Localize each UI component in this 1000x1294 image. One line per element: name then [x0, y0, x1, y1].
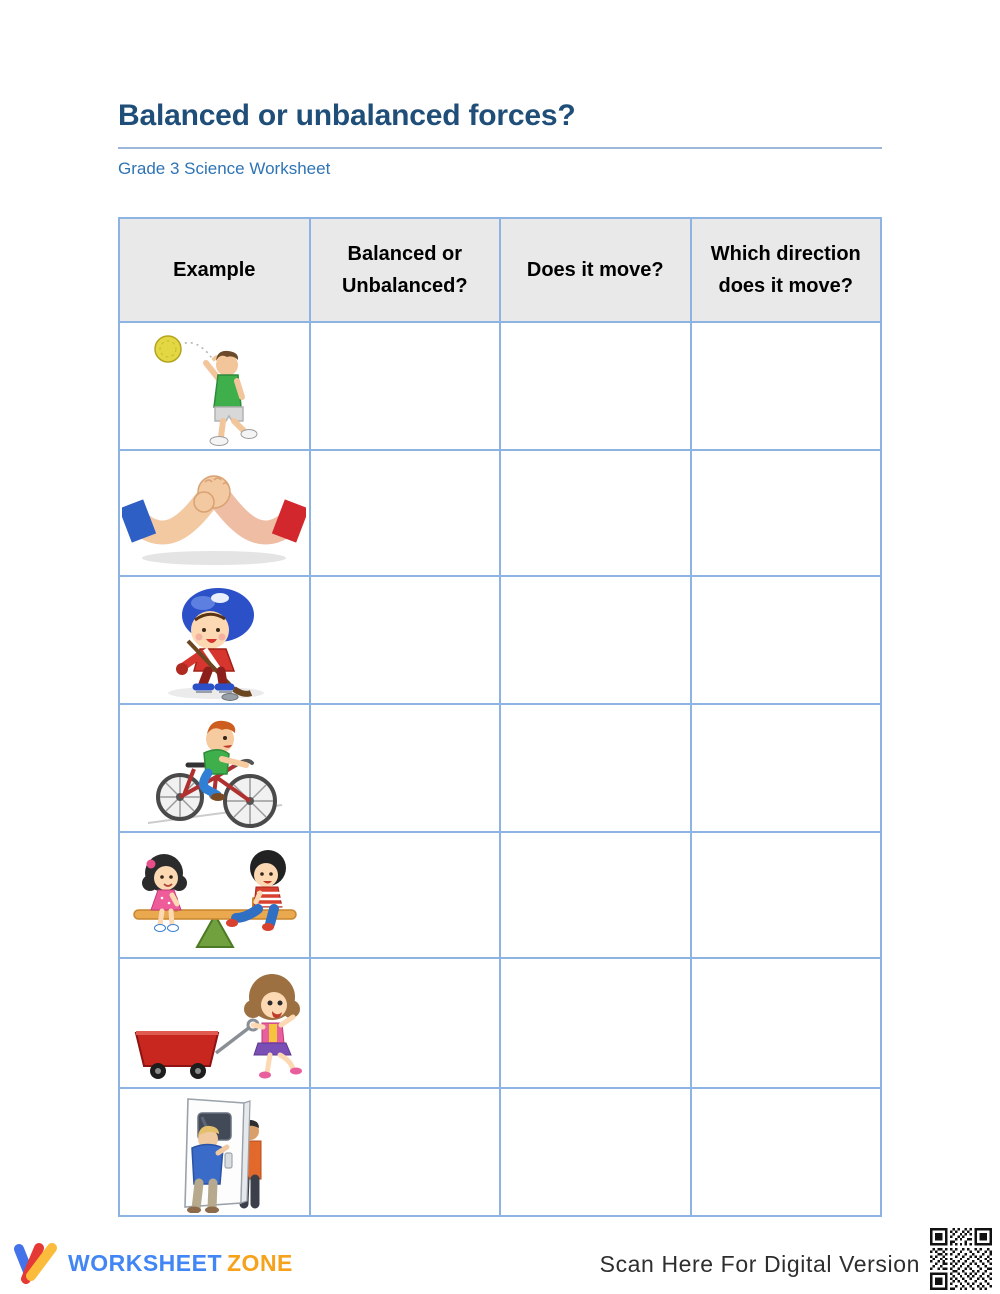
example-cell: [119, 450, 310, 576]
answer-cell: [310, 576, 501, 704]
answer-cell: [310, 1088, 501, 1216]
header-row: [119, 218, 881, 322]
pushing-door-image: [126, 1091, 302, 1213]
worksheet-zone-logo: [12, 1242, 293, 1284]
page-title: Balanced or unbalanced forces?: [118, 99, 576, 132]
forces-table: [118, 217, 882, 1217]
table-row: [119, 1088, 881, 1216]
answer-cell: [691, 1088, 882, 1216]
boy-riding-bicycle-image: [126, 707, 302, 829]
answer-cell: [310, 322, 501, 450]
seesaw-image: [122, 835, 308, 955]
answer-cell: [691, 958, 882, 1088]
worksheet-page: [118, 0, 882, 1217]
logo-word-worksheet: WORKSHEET: [68, 1249, 222, 1276]
table-row: [119, 958, 881, 1088]
worksheet-zone-logo-icon: [12, 1242, 60, 1284]
girl-pulling-wagon-image: [122, 961, 308, 1085]
answer-cell: [310, 450, 501, 576]
table-row: [119, 576, 881, 704]
answer-cell: [500, 322, 691, 450]
answer-cell: [500, 704, 691, 832]
table-row: [119, 322, 881, 450]
boy-throwing-ball-image: [126, 325, 302, 447]
page-footer: [0, 1222, 1000, 1294]
arm-wrestling-image: [122, 454, 306, 572]
hockey-player-image: [126, 579, 302, 701]
answer-cell: [500, 832, 691, 958]
answer-cell: [500, 958, 691, 1088]
answer-cell: [310, 832, 501, 958]
table-row: [119, 832, 881, 958]
logo-wordmark: [68, 1250, 293, 1277]
scan-here-text: Scan Here For Digital Version: [599, 1251, 920, 1277]
example-cell: [119, 576, 310, 704]
answer-cell: [500, 576, 691, 704]
example-cell: [119, 958, 310, 1088]
example-cell: [119, 704, 310, 832]
qr-code: [930, 1228, 992, 1290]
header-which-direction: Which direction does it move?: [691, 218, 882, 322]
table-row: [119, 704, 881, 832]
example-cell: [119, 832, 310, 958]
answer-cell: [500, 450, 691, 576]
table-row: [119, 450, 881, 576]
title-divider: [118, 147, 882, 149]
example-cell: [119, 322, 310, 450]
answer-cell: [310, 958, 501, 1088]
page-subtitle: Grade 3 Science Worksheet: [118, 159, 331, 178]
answer-cell: [500, 1088, 691, 1216]
answer-cell: [691, 450, 882, 576]
logo-word-zone: ZONE: [227, 1249, 293, 1276]
answer-cell: [691, 704, 882, 832]
answer-cell: [691, 832, 882, 958]
answer-cell: [691, 322, 882, 450]
example-cell: [119, 1088, 310, 1216]
header-does-it-move: Does it move?: [500, 218, 691, 322]
answer-cell: [310, 704, 501, 832]
header-balanced-unbalanced: Balanced or Unbalanced?: [310, 218, 501, 322]
header-example: Example: [119, 218, 310, 322]
answer-cell: [691, 576, 882, 704]
